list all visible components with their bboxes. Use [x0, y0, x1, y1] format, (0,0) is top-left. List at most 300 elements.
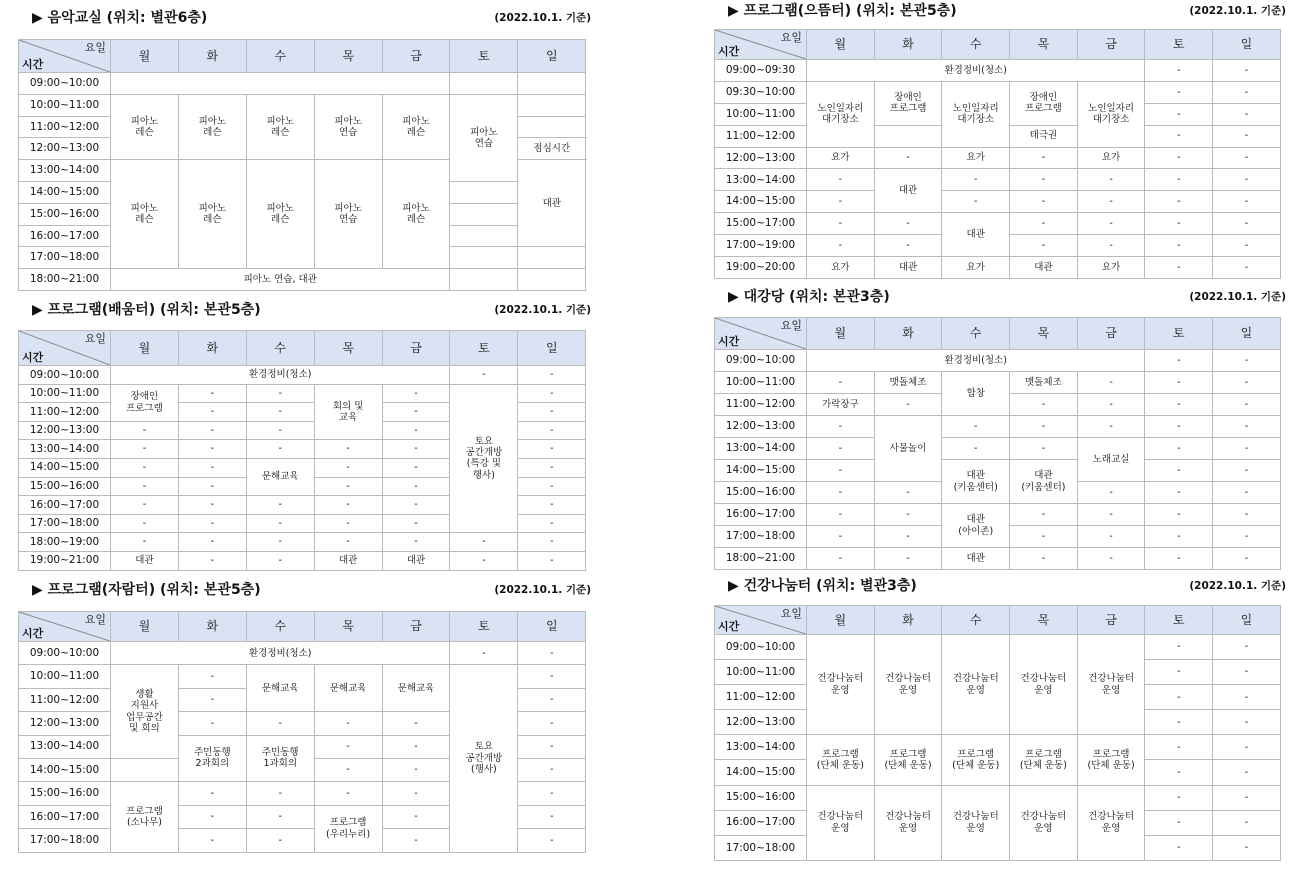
schedule-cell: - — [807, 191, 875, 213]
schedule-cell: - — [1145, 350, 1213, 372]
schedule-cell: 가락장구 — [807, 394, 875, 416]
corner-header — [19, 612, 111, 642]
schedule-cell: - — [807, 504, 875, 526]
schedule-cell: - — [942, 416, 1010, 438]
time-slot-cell: 09:00~10:00 — [715, 635, 807, 660]
time-slot-cell: 10:00~11:00 — [715, 103, 807, 125]
schedule-cell: - — [807, 482, 875, 504]
schedule-cell: 프로그램 (단체 운동) — [1077, 735, 1145, 785]
day-header: 목 — [1010, 606, 1078, 635]
schedule-cell: - — [382, 514, 450, 533]
schedule-cell: - — [1145, 785, 1213, 810]
corner-time-label: 시간 — [22, 350, 44, 364]
schedule-cell: - — [314, 477, 382, 496]
schedule-cell: - — [874, 482, 942, 504]
schedule-cell: - — [1010, 235, 1078, 257]
schedule-cell: - — [1213, 394, 1281, 416]
schedule-cell: - — [807, 213, 875, 235]
time-slot-cell: 18:00~19:00 — [19, 533, 111, 552]
time-slot-cell: 09:00~10:00 — [19, 642, 111, 665]
schedule-cell: 토요 공간개방 (행사) — [450, 665, 518, 852]
schedule-cell: - — [314, 758, 382, 781]
schedule-cell: - — [1010, 504, 1078, 526]
schedule-cell: - — [1145, 482, 1213, 504]
schedule-cell: - — [1145, 235, 1213, 257]
schedule-cell: - — [1213, 548, 1281, 570]
schedule-cell: - — [518, 829, 586, 852]
health-section-title: ▶ 건강나눔터 (위치: 별관3층) — [728, 578, 917, 594]
schedule-cell: 피아노 연습 — [314, 94, 382, 159]
schedule-cell: 피아노 레슨 — [111, 160, 179, 269]
time-slot-cell: 10:00~11:00 — [19, 384, 111, 403]
schedule-cell: 건강나눔터 운영 — [1077, 785, 1145, 860]
schedule-cell: 장애인 프로그램 — [874, 81, 942, 125]
schedule-cell — [518, 269, 586, 291]
time-slot-cell: 15:00~16:00 — [19, 203, 111, 225]
time-slot-cell: 13:00~14:00 — [715, 735, 807, 760]
schedule-cell: - — [1145, 460, 1213, 482]
day-header: 목 — [1010, 30, 1078, 60]
schedule-cell: - — [178, 782, 246, 805]
schedule-cell: 문해교육 — [314, 665, 382, 712]
schedule-cell: 건강나눔터 운영 — [1077, 635, 1145, 735]
table-row — [715, 735, 1281, 760]
schedule-cell: 환경정비(청소) — [111, 642, 450, 665]
table-row — [715, 635, 1281, 660]
health-section-date: (2022.10.1. 기준) — [1189, 580, 1286, 592]
schedule-cell: - — [1213, 635, 1281, 660]
day-header: 목 — [1010, 318, 1078, 350]
schedule-cell: - — [518, 758, 586, 781]
day-header: 수 — [246, 612, 314, 642]
schedule-cell: 피아노 레슨 — [178, 160, 246, 269]
time-slot-cell: 11:00~12:00 — [19, 403, 111, 422]
time-slot-cell: 13:00~14:00 — [715, 169, 807, 191]
schedule-cell: - — [382, 384, 450, 403]
corner-time-label: 시간 — [718, 334, 740, 348]
schedule-cell: - — [246, 514, 314, 533]
schedule-cell: - — [1077, 169, 1145, 191]
time-slot-cell: 17:00~18:00 — [19, 514, 111, 533]
schedule-cell: - — [874, 526, 942, 548]
table-row — [19, 366, 586, 385]
time-slot-cell: 18:00~21:00 — [19, 269, 111, 291]
schedule-cell: - — [246, 782, 314, 805]
schedule-cell: - — [178, 665, 246, 688]
schedule-cell: - — [518, 514, 586, 533]
schedule-cell: - — [314, 712, 382, 735]
schedule-cell: - — [246, 533, 314, 552]
schedule-cell: 프로그램 (소나무) — [111, 782, 179, 852]
schedule-cell: - — [1213, 257, 1281, 279]
day-header: 일 — [518, 331, 586, 366]
schedule-cell: 노래교실 — [1077, 438, 1145, 482]
schedule-cell: 대관 — [518, 160, 586, 247]
schedule-cell: - — [1077, 213, 1145, 235]
table-row — [715, 504, 1281, 526]
schedule-cell: 대관 — [874, 257, 942, 279]
schedule-cell: - — [518, 712, 586, 735]
table-row — [715, 460, 1281, 482]
day-header: 화 — [874, 30, 942, 60]
day-header: 금 — [382, 40, 450, 73]
schedule-cell: 문해교육 — [246, 665, 314, 712]
schedule-cell: - — [1145, 835, 1213, 860]
schedule-cell: 프로그램 (단체 운동) — [807, 735, 875, 785]
schedule-cell: - — [1213, 60, 1281, 82]
schedule-cell: 요가 — [942, 257, 1010, 279]
schedule-cell: 피아노 연습 — [450, 94, 518, 181]
table-row — [715, 785, 1281, 810]
day-header: 월 — [807, 30, 875, 60]
schedule-cell: - — [382, 758, 450, 781]
schedule-cell: - — [518, 440, 586, 459]
time-slot-cell: 15:00~16:00 — [19, 782, 111, 805]
hall-section-date: (2022.10.1. 기준) — [1189, 291, 1286, 303]
schedule-cell: - — [1213, 438, 1281, 460]
day-header: 토 — [1145, 606, 1213, 635]
schedule-cell: 대관 — [942, 548, 1010, 570]
schedule-cell: - — [1145, 548, 1213, 570]
schedule-cell: - — [1213, 81, 1281, 103]
music-schedule-table — [18, 39, 586, 291]
time-slot-cell: 17:00~18:00 — [715, 835, 807, 860]
schedule-cell — [518, 247, 586, 269]
schedule-cell: - — [1145, 125, 1213, 147]
corner-day-label: 요일 — [84, 332, 106, 345]
schedule-cell: - — [178, 421, 246, 440]
schedule-cell: - — [314, 735, 382, 758]
table-row — [715, 147, 1281, 169]
time-slot-cell: 12:00~13:00 — [19, 712, 111, 735]
schedule-cell: - — [178, 712, 246, 735]
schedule-cell — [111, 758, 179, 781]
schedule-cell: - — [1077, 526, 1145, 548]
schedule-cell: - — [1145, 372, 1213, 394]
time-slot-cell: 15:00~16:00 — [715, 482, 807, 504]
corner-day-label: 요일 — [780, 31, 802, 44]
time-slot-cell: 14:00~15:00 — [715, 191, 807, 213]
day-header: 토 — [450, 40, 518, 73]
schedule-cell: - — [807, 416, 875, 438]
baeum-section-title: ▶ 프로그램(배움터) (위치: 본관5층) — [32, 302, 261, 318]
schedule-cell: - — [1145, 438, 1213, 460]
time-slot-cell: 10:00~11:00 — [19, 94, 111, 116]
schedule-cell: 합창 — [942, 372, 1010, 416]
time-slot-cell: 14:00~15:00 — [19, 458, 111, 477]
schedule-cell: - — [1213, 103, 1281, 125]
schedule-cell: - — [1145, 394, 1213, 416]
schedule-cell: 요가 — [942, 147, 1010, 169]
day-header: 화 — [178, 612, 246, 642]
schedule-cell: 건강나눔터 운영 — [807, 785, 875, 860]
schedule-cell: 프로그램 (단체 운동) — [874, 735, 942, 785]
schedule-cell: - — [1213, 760, 1281, 785]
schedule-cell: - — [111, 477, 179, 496]
schedule-cell: - — [807, 526, 875, 548]
schedule-cell: 대관 — [874, 169, 942, 213]
day-header: 목 — [314, 612, 382, 642]
schedule-cell: - — [382, 805, 450, 828]
schedule-cell: - — [1145, 147, 1213, 169]
schedule-cell: - — [246, 384, 314, 403]
corner-header — [19, 331, 111, 366]
schedule-cell: 피아노 연습, 대관 — [111, 269, 450, 291]
time-slot-cell: 17:00~18:00 — [19, 247, 111, 269]
time-slot-cell: 12:00~13:00 — [19, 138, 111, 160]
time-slot-cell: 13:00~14:00 — [715, 438, 807, 460]
schedule-cell: - — [1145, 103, 1213, 125]
schedule-cell: 맷돌체조 — [1010, 372, 1078, 394]
schedule-cell: - — [382, 735, 450, 758]
schedule-cell: 대관 — [942, 213, 1010, 257]
schedule-cell — [518, 73, 586, 95]
table-row — [715, 372, 1281, 394]
schedule-cell: - — [1145, 760, 1213, 785]
table-row — [715, 213, 1281, 235]
schedule-cell — [450, 181, 518, 203]
time-slot-cell: 12:00~13:00 — [19, 421, 111, 440]
schedule-cell: 대관 — [111, 551, 179, 570]
schedule-cell: 요가 — [1077, 257, 1145, 279]
time-slot-cell: 11:00~12:00 — [715, 685, 807, 710]
day-header: 목 — [314, 40, 382, 73]
table-row — [19, 269, 586, 291]
schedule-cell: 태극권 — [1010, 125, 1078, 147]
time-slot-cell: 11:00~12:00 — [715, 125, 807, 147]
jaram-section-title: ▶ 프로그램(자람터) (위치: 본관5층) — [32, 582, 261, 598]
schedule-cell: - — [246, 805, 314, 828]
table-row — [715, 60, 1281, 82]
schedule-cell: - — [518, 782, 586, 805]
time-slot-cell: 10:00~11:00 — [715, 660, 807, 685]
schedule-cell: - — [1077, 372, 1145, 394]
schedule-cell: - — [246, 440, 314, 459]
corner-header — [715, 606, 807, 635]
table-row — [19, 551, 586, 570]
schedule-cell: 건강나눔터 운영 — [874, 635, 942, 735]
day-header: 화 — [874, 606, 942, 635]
schedule-cell: - — [874, 213, 942, 235]
schedule-cell — [450, 225, 518, 247]
day-header: 일 — [1213, 30, 1281, 60]
schedule-cell: - — [1010, 548, 1078, 570]
schedule-cell: - — [178, 533, 246, 552]
schedule-cell — [450, 203, 518, 225]
day-header: 일 — [518, 40, 586, 73]
schedule-cell: 장애인 프로그램 — [111, 384, 179, 421]
schedule-cell: - — [111, 458, 179, 477]
schedule-cell: - — [518, 477, 586, 496]
schedule-cell: - — [1145, 60, 1213, 82]
schedule-cell: - — [518, 688, 586, 711]
time-slot-cell: 14:00~15:00 — [715, 760, 807, 785]
schedule-cell: - — [518, 458, 586, 477]
music-section-title: ▶ 음악교실 (위치: 별관6층) — [32, 10, 208, 26]
schedule-cell: - — [807, 372, 875, 394]
schedule-cell: - — [1077, 191, 1145, 213]
table-row — [715, 548, 1281, 570]
schedule-cell: - — [178, 805, 246, 828]
schedule-cell: - — [314, 458, 382, 477]
schedule-cell: - — [382, 712, 450, 735]
schedule-cell: 건강나눔터 운영 — [942, 785, 1010, 860]
hall-section-title: ▶ 대강당 (위치: 본관3층) — [728, 289, 890, 305]
schedule-cell: - — [1145, 635, 1213, 660]
schedule-cell: - — [518, 735, 586, 758]
schedule-cell: - — [1077, 235, 1145, 257]
day-header: 금 — [1077, 318, 1145, 350]
corner-time-label: 시간 — [22, 57, 44, 71]
time-slot-cell: 13:00~14:00 — [19, 160, 111, 182]
schedule-cell: 대관 — [382, 551, 450, 570]
schedule-cell: 대관 — [314, 551, 382, 570]
time-slot-cell: 09:00~10:00 — [19, 73, 111, 95]
schedule-cell: - — [382, 440, 450, 459]
schedule-cell: - — [1010, 526, 1078, 548]
schedule-cell: - — [518, 384, 586, 403]
schedule-cell: - — [1213, 169, 1281, 191]
schedule-cell: 피아노 레슨 — [382, 94, 450, 159]
schedule-cell: 피아노 레슨 — [246, 160, 314, 269]
schedule-cell: 건강나눔터 운영 — [942, 635, 1010, 735]
schedule-cell: - — [1145, 81, 1213, 103]
schedule-cell: - — [1145, 416, 1213, 438]
day-header: 수 — [942, 318, 1010, 350]
baeum-section-date: (2022.10.1. 기준) — [494, 304, 591, 316]
schedule-cell: 요가 — [807, 147, 875, 169]
time-slot-cell: 15:00~16:00 — [19, 477, 111, 496]
schedule-cell: - — [1213, 835, 1281, 860]
schedule-cell: 노인일자리 대기장소 — [942, 81, 1010, 147]
table-row — [19, 642, 586, 665]
schedule-cell: - — [382, 496, 450, 515]
day-header: 토 — [1145, 30, 1213, 60]
schedule-cell: 장애인 프로그램 — [1010, 81, 1078, 125]
schedule-cell: - — [178, 829, 246, 852]
baeum-schedule-table — [18, 330, 586, 571]
schedule-cell: 프로그램 (단체 운동) — [1010, 735, 1078, 785]
schedule-cell: - — [178, 440, 246, 459]
time-slot-cell: 10:00~11:00 — [715, 372, 807, 394]
schedule-cell: 회의 및 교육 — [314, 384, 382, 440]
eutteum-section-date: (2022.10.1. 기준) — [1189, 5, 1286, 17]
schedule-cell: - — [942, 169, 1010, 191]
schedule-cell: - — [807, 235, 875, 257]
time-slot-cell: 10:00~11:00 — [19, 665, 111, 688]
schedule-cell: - — [1213, 213, 1281, 235]
day-header: 화 — [874, 318, 942, 350]
day-header: 금 — [382, 612, 450, 642]
time-slot-cell: 18:00~21:00 — [715, 548, 807, 570]
schedule-cell: - — [246, 496, 314, 515]
table-row — [715, 350, 1281, 372]
schedule-cell: - — [874, 548, 942, 570]
schedule-cell: 피아노 레슨 — [246, 94, 314, 159]
schedule-cell: - — [246, 403, 314, 422]
schedule-cell: - — [1213, 710, 1281, 735]
schedule-cell: - — [246, 829, 314, 852]
schedule-cell: - — [807, 169, 875, 191]
schedule-cell: - — [1145, 710, 1213, 735]
schedule-cell: 맷돌체조 — [874, 372, 942, 394]
schedule-cell: 노인일자리 대기장소 — [1077, 81, 1145, 147]
schedule-cell: - — [1213, 235, 1281, 257]
schedule-cell: 프로그램 (단체 운동) — [942, 735, 1010, 785]
corner-day-label: 요일 — [84, 41, 106, 54]
schedule-cell: - — [518, 642, 586, 665]
schedule-cell: - — [518, 665, 586, 688]
time-slot-cell: 16:00~17:00 — [19, 225, 111, 247]
schedule-cell: 주민동행 1과회의 — [246, 735, 314, 782]
schedule-cell: 대관 (키움센터) — [942, 460, 1010, 504]
schedule-cell: - — [314, 440, 382, 459]
schedule-cell: - — [246, 421, 314, 440]
schedule-cell: - — [450, 551, 518, 570]
schedule-cell: 대관 — [1010, 257, 1078, 279]
time-slot-cell: 12:00~13:00 — [715, 416, 807, 438]
schedule-cell: 건강나눔터 운영 — [1010, 785, 1078, 860]
schedule-cell: - — [1213, 147, 1281, 169]
day-header: 토 — [450, 612, 518, 642]
schedule-cell: 생활 지원사 업무공간 및 회의 — [111, 665, 179, 759]
schedule-cell: - — [382, 782, 450, 805]
time-slot-cell: 14:00~15:00 — [19, 758, 111, 781]
time-slot-cell: 16:00~17:00 — [715, 810, 807, 835]
time-slot-cell: 17:00~18:00 — [715, 526, 807, 548]
schedule-cell: - — [450, 366, 518, 385]
health-schedule-table — [714, 605, 1281, 861]
schedule-cell: - — [382, 403, 450, 422]
day-header: 수 — [942, 30, 1010, 60]
schedule-cell: - — [111, 514, 179, 533]
day-header: 토 — [450, 331, 518, 366]
schedule-cell: 피아노 레슨 — [111, 94, 179, 159]
schedule-cell: - — [874, 504, 942, 526]
schedule-cell: 요가 — [1077, 147, 1145, 169]
schedule-cell — [518, 94, 586, 116]
schedule-cell: 건강나눔터 운영 — [1010, 635, 1078, 735]
schedule-cell: - — [942, 191, 1010, 213]
corner-day-label: 요일 — [84, 613, 106, 626]
table-row — [19, 73, 586, 95]
schedule-cell: - — [1213, 416, 1281, 438]
schedule-cell: 대관 (키움센터) — [1010, 460, 1078, 504]
schedule-cell: - — [314, 496, 382, 515]
day-header: 월 — [807, 318, 875, 350]
schedule-cell: - — [1145, 213, 1213, 235]
time-slot-cell: 15:00~17:00 — [715, 213, 807, 235]
day-header: 목 — [314, 331, 382, 366]
time-slot-cell: 11:00~12:00 — [19, 688, 111, 711]
time-slot-cell: 09:30~10:00 — [715, 81, 807, 103]
day-header: 월 — [111, 612, 179, 642]
day-header: 금 — [1077, 30, 1145, 60]
schedule-cell: - — [874, 235, 942, 257]
schedule-cell — [874, 125, 942, 147]
schedule-cell: 건강나눔터 운영 — [807, 635, 875, 735]
schedule-cell: - — [1145, 660, 1213, 685]
schedule-cell: - — [874, 147, 942, 169]
schedule-cell: - — [1010, 213, 1078, 235]
schedule-cell: - — [1145, 191, 1213, 213]
jaram-section-date: (2022.10.1. 기준) — [494, 584, 591, 596]
schedule-cell: 점심시간 — [518, 138, 586, 160]
schedule-cell: - — [518, 551, 586, 570]
schedule-cell: - — [1213, 350, 1281, 372]
day-header: 일 — [1213, 318, 1281, 350]
schedule-cell: - — [1010, 147, 1078, 169]
